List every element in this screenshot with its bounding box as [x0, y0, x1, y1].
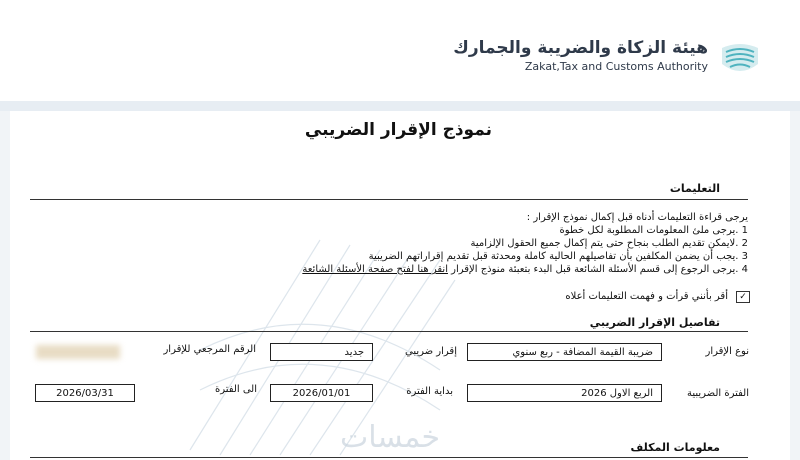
instructions-divider: [30, 199, 748, 200]
taxpayer-divider: [30, 457, 748, 458]
period-end-label: الى الفترة: [215, 384, 257, 395]
taxpayer-info-title: معلومات المكلف: [630, 441, 720, 454]
tax-period-label: الفترة الضريبية: [686, 388, 749, 399]
instruction-item-4-text: 4 .يرجى الرجوع إلى قسم الأسئلة الشائعة قبل البدء بتعبئة منوذج الإقرار: [447, 264, 748, 275]
instruction-item-2: 2 .لايمكن تقديم الطلب بنجاح حتى يتم إكمال جميع الحقول الإلزامية: [470, 238, 748, 249]
period-start-label: بداية الفترة: [406, 386, 453, 397]
instruction-item-4: [302, 264, 748, 275]
page-margin-right: [790, 111, 800, 460]
brand-name-arabic: هيئة الزكاة والضريبة والجمارك: [453, 38, 708, 58]
details-divider: [30, 331, 748, 332]
return-type-label: نوع الإقرار: [705, 346, 749, 357]
tax-return-field[interactable]: جديد: [270, 343, 373, 361]
instruction-item-3: 3 .يجب أن يضمن المكلفين بأن تفاصيلهم الحالية كاملة ومحدثة قبل تقديم إقراراتهم الضريبية: [368, 251, 748, 262]
instructions-title: التعليمات: [669, 182, 720, 195]
reference-number-redacted: [36, 345, 120, 359]
page-margin-left: [0, 111, 10, 460]
header: [0, 0, 800, 100]
reference-number-label: الرقم المرجعي للإقرار: [163, 344, 256, 355]
instructions-intro: يرجى قراءة التعليمات أدناه قبل إكمال نموذج الإقرار :: [526, 212, 748, 223]
period-end-field[interactable]: 2026/03/31: [35, 384, 135, 402]
header-divider: [0, 101, 800, 111]
acknowledge-label: أقر بأنني قرأت و فهمت التعليمات أعلاه: [565, 291, 728, 302]
brand-name-english: Zakat,Tax and Customs Authority: [524, 60, 708, 73]
period-start-field[interactable]: 2026/01/01: [270, 384, 373, 402]
zatca-logo-icon: [718, 38, 762, 78]
acknowledge-checkbox[interactable]: ✓: [736, 291, 750, 303]
return-type-field[interactable]: ضريبة القيمة المضافة - ربع سنوي: [467, 343, 662, 361]
watermark-text: خمسات: [340, 420, 441, 455]
instruction-item-1: 1 .يرجى ملئ المعلومات المطلوبة لكل خطوة: [559, 225, 748, 236]
page-title: نموذج الإقرار الضريبي: [304, 120, 492, 140]
tax-return-label: إقرار ضريبي: [404, 346, 457, 357]
faq-link[interactable]: انقر هنا لفتح صفحة الأسئلة الشائعة: [302, 264, 448, 275]
details-title: تفاصيل الإقرار الضريبي: [589, 316, 720, 329]
tax-period-field[interactable]: الربع الاول 2026: [467, 384, 662, 402]
